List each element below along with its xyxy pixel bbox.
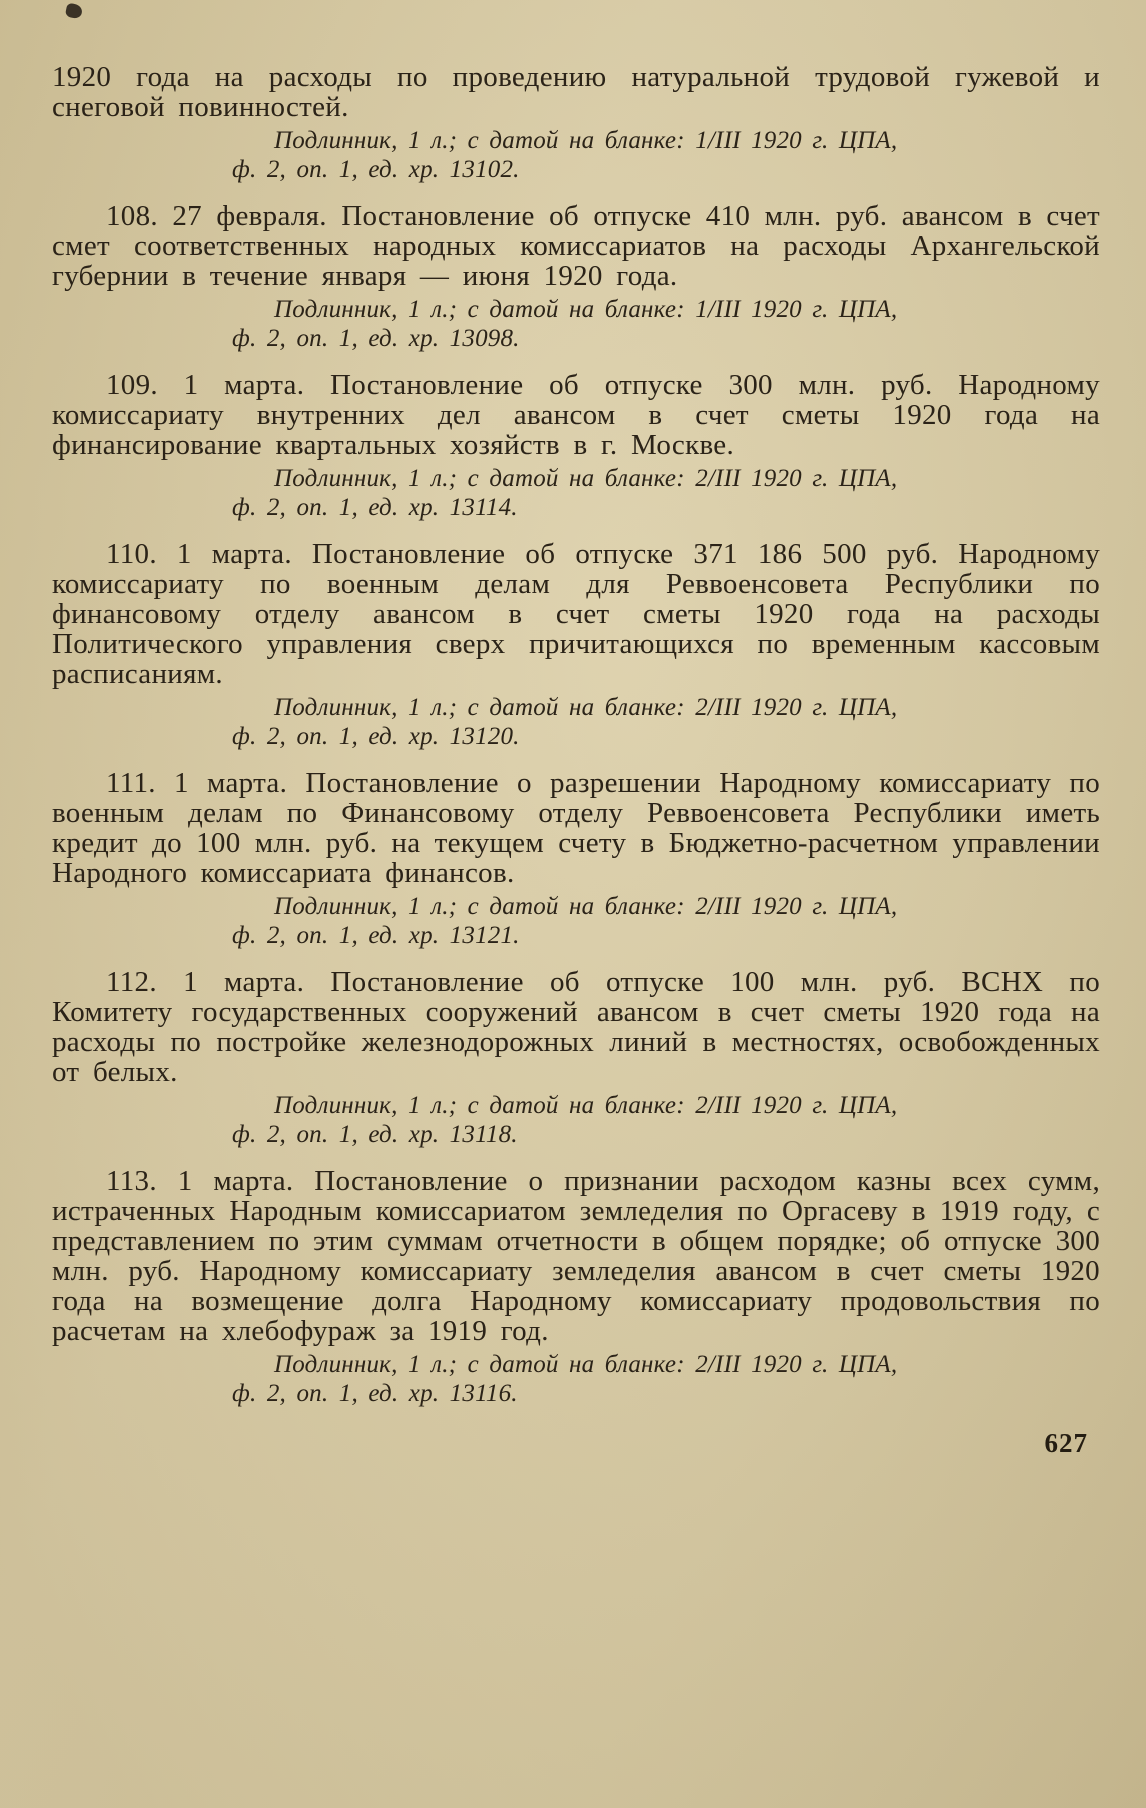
source-line: ф. 2, оп. 1, ед. хр. 13120. [232, 723, 520, 750]
source-line: Подлинник, 1 л.; с датой на бланке: 2/III 1920 г. ЦПА, [274, 893, 898, 920]
entry-text: 113. 1 марта. Постановление о признании расходом казны всех сумм, истраченных Народным комиссариатом земледелия по Оргасеву в 1919 году, с представлением по этим суммам отчетности в общем порядке; об отпуске 300 млн. руб. Народному комиссариату земледелия авансом в счет сметы 1920 года на возмещение долга Народному комиссариату продовольствия по расчетам на хлебофураж за 1919 год. [52, 1165, 1100, 1347]
scan-artifact [65, 2, 84, 19]
source-line: ф. 2, оп. 1, ед. хр. 13114. [232, 494, 518, 521]
entry-text: 111. 1 марта. Постановление о разрешении Народному комиссариату по военным делам по Финансовому отделу Реввоенсовета Республики иметь кредит до 100 млн. руб. на текущем счету в Бюджетно-расчетном управлении Народного комиссариата финансов. [52, 767, 1100, 889]
entry-source [232, 693, 1094, 751]
entry-text: 109. 1 марта. Постановление об отпуске 300 млн. руб. Народному комиссариату внутренних дел авансом в счет сметы 1920 года на финансирование квартальных хозяйств в г. Москве. [52, 369, 1100, 461]
entry-text: 112. 1 марта. Постановление об отпуске 100 млн. руб. ВСНХ по Комитету государственных сооружений авансом в счет сметы 1920 года на расходы по постройке железнодорожных линий в местностях, освобожденных от белых. [52, 966, 1100, 1088]
entry-109 [52, 370, 1100, 522]
entry-source [232, 1091, 1094, 1149]
entry-110 [52, 539, 1100, 751]
source-line: ф. 2, оп. 1, ед. хр. 13118. [232, 1121, 518, 1148]
continuation-text: 1920 года на расходы по проведению натуральной трудовой гужевой и снеговой повинностей. [52, 61, 1100, 123]
source-line: Подлинник, 1 л.; с датой на бланке: 1/III 1920 г. ЦПА, [274, 127, 898, 154]
source-line: ф. 2, оп. 1, ед. хр. 13121. [232, 922, 520, 949]
entry-108 [52, 201, 1100, 353]
entry-continuation [52, 62, 1100, 184]
entry-source [232, 464, 1094, 522]
entry-113 [52, 1166, 1100, 1408]
page-number: 627 [1044, 1428, 1088, 1458]
source-line: ф. 2, оп. 1, ед. хр. 13098. [232, 325, 520, 352]
entry-source [232, 295, 1094, 353]
source-line: ф. 2, оп. 1, ед. хр. 13102. [232, 156, 520, 183]
source-line: Подлинник, 1 л.; с датой на бланке: 2/III 1920 г. ЦПА, [274, 1092, 898, 1119]
source-line: Подлинник, 1 л.; с датой на бланке: 2/III 1920 г. ЦПА, [274, 694, 898, 721]
entry-112 [52, 967, 1100, 1149]
continuation-source [232, 126, 1094, 184]
source-line: ф. 2, оп. 1, ед. хр. 13116. [232, 1380, 518, 1407]
entry-source [232, 1350, 1094, 1408]
source-line: Подлинник, 1 л.; с датой на бланке: 1/III 1920 г. ЦПА, [274, 296, 898, 323]
entry-text: 108. 27 февраля. Постановление об отпуске 410 млн. руб. авансом в счет смет соответственных народных комиссариатов на расходы Архангельской губернии в течение января — июня 1920 года. [52, 200, 1100, 292]
entry-text: 110. 1 марта. Постановление об отпуске 371 186 500 руб. Народному комиссариату по военным делам для Реввоенсовета Республики по финансовому отделу авансом в счет сметы 1920 года на расходы Политического управления сверх причитающихся по временным кассовым расписаниям. [52, 538, 1100, 690]
source-line: Подлинник, 1 л.; с датой на бланке: 2/III 1920 г. ЦПА, [274, 1351, 898, 1378]
entry-111 [52, 768, 1100, 950]
source-line: Подлинник, 1 л.; с датой на бланке: 2/III 1920 г. ЦПА, [274, 465, 898, 492]
entry-source [232, 892, 1094, 950]
